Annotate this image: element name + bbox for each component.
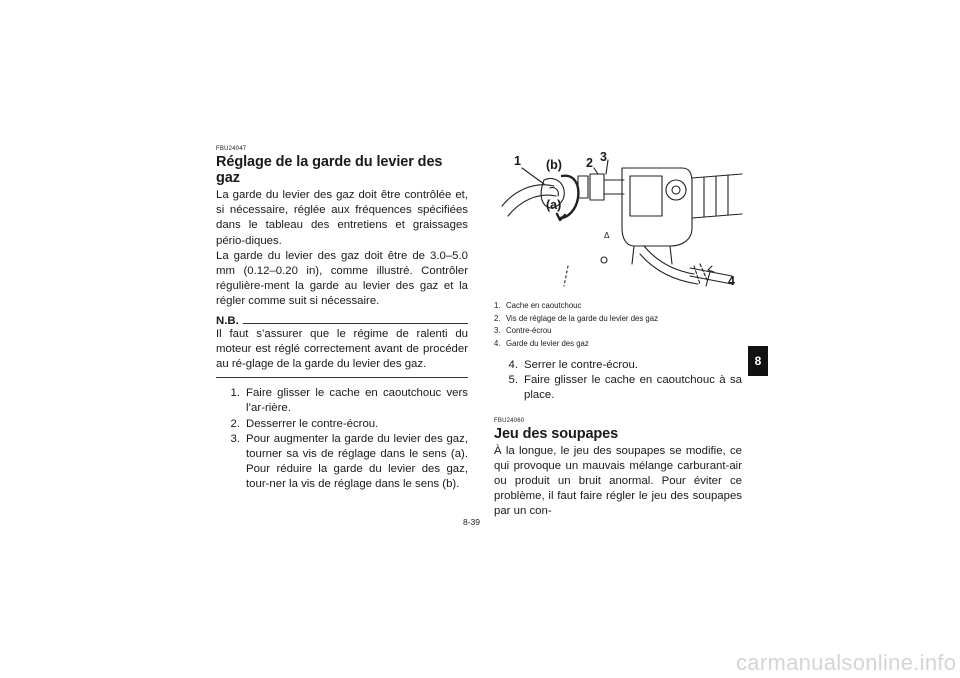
caption-item: 2. Vis de réglage de la garde du levier des gaz [494, 313, 658, 323]
chapter-tab: 8 [748, 346, 768, 376]
step-item: 4. Serrer le contre-écrou. [508, 359, 638, 371]
step-item: 2. Desserrer le contre-écrou. [230, 417, 379, 430]
throttle-lever-illustration [494, 146, 744, 294]
intro-paragraph: La garde du levier des gaz doit être contrôlée et, si nécessaire, réglée aux fréquences spécifiées dans le tableau des entretiens et graissages pério-diques. La garde du levier des gaz doit être de 3.0–5.0 mm (0.12–0.20 in), comme illustré. Contrôler régulière-ment la garde au levier des gaz et la régler comme suit si nécessaire. [216, 189, 468, 308]
page-number: 8-39 [463, 517, 481, 527]
callout-b: (b) [546, 158, 562, 172]
figure-captions [494, 300, 742, 350]
section-code: FBU24047 [216, 146, 247, 152]
steps-list-continued [494, 358, 742, 404]
section-heading: Jeu des soupapes [494, 425, 619, 442]
callout-1: 1 [514, 154, 521, 168]
caption-item: 1. Cache en caoutchouc [494, 301, 582, 310]
watermark: carmanualsonline.info [736, 650, 957, 675]
caption-item: 3. Contre-écrou [494, 326, 552, 335]
note-rule-bottom [216, 377, 468, 378]
section-code: FBU24060 [494, 417, 525, 424]
throttle-drawing [494, 146, 744, 294]
step-item: 3. Pour augmenter la garde du levier des gaz, tourner sa vis de réglage dans le sens (a). Pour réduire la garde du levier des gaz, tour-ner la vis de réglage dans le sens (b). [230, 432, 468, 491]
step-item: 5. Faire glisser le cache en caoutchouc à sa place. [508, 374, 742, 402]
note-rule-top [243, 323, 468, 324]
svg-text:Δ: Δ [604, 231, 610, 240]
note-label: N.B. [216, 314, 239, 327]
note-text: Il faut s’assurer que le régime de ralenti du moteur est réglé correctement avant de procéder au ré-glage de la garde du levier des gaz. [216, 327, 468, 371]
note-title [216, 315, 468, 327]
callout-a: (a) [546, 198, 562, 212]
callout-2: 2 [586, 156, 593, 170]
section-heading: Réglage de la garde du levier des gaz [216, 154, 443, 186]
callout-3: 3 [600, 150, 607, 164]
steps-list [216, 386, 468, 492]
left-column [216, 146, 468, 493]
callout-4: 4 [728, 274, 735, 288]
caption-item: 4. Garde du levier des gaz [494, 338, 589, 348]
valve-paragraph: À la longue, le jeu des soupapes se modifie, ce qui provoque un mauvais mélange carburant-air ou produit un bruit anormal. Pour éviter ce problème, il faut faire régler le jeu des soupapes par un con- [494, 444, 742, 518]
step-item: 1. Faire glisser le cache en caoutchouc vers l’ar-rière. [230, 387, 468, 415]
right-column [494, 146, 742, 520]
